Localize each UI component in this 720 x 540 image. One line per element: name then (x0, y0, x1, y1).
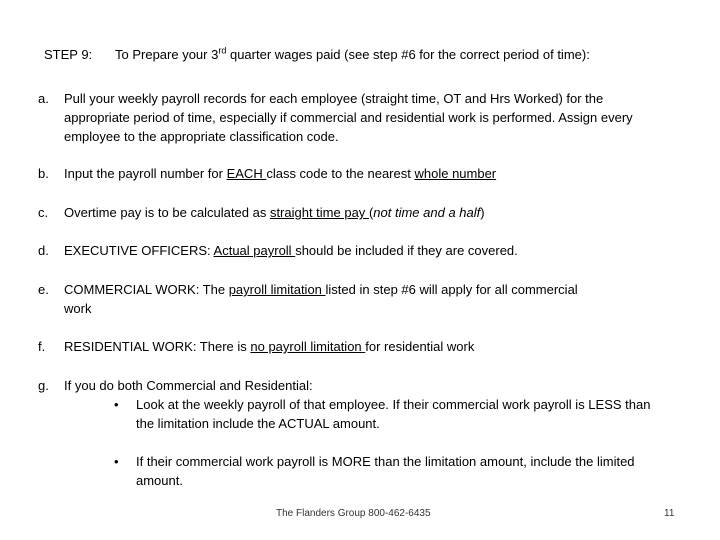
italic-text: not time and a half (373, 205, 481, 220)
item-text: Pull your weekly payroll records for each employee (straight time, OT and Hrs Worked) for the appropriate period of time, especially if commercial and residential work is performed. Assign every employee to the appropriate classification code. (64, 91, 633, 144)
step-label: STEP 9: (44, 47, 93, 62)
step-title: To Prepare your 3rd quarter wages paid (see step #6 for the correct period of time): (115, 45, 590, 62)
item-text: If you do both Commercial and Residential: (64, 378, 313, 393)
underlined-text: EACH (226, 166, 267, 181)
item-letter: f. (38, 339, 46, 354)
bullet-text: If their commercial work payroll is MORE than the limitation amount, include the limited amount. (136, 454, 635, 488)
footer-text: The Flanders Group 800-462-6435 (276, 508, 431, 519)
item-letter: b. (38, 166, 49, 181)
ordinal-superscript: rd (218, 45, 227, 56)
item-text: RESIDENTIAL WORK: There is no payroll limitation for residential work (64, 339, 475, 354)
item-text: Input the payroll number for EACH class code to the nearest whole number (64, 166, 497, 181)
item-text: EXECUTIVE OFFICERS: Actual payroll should be included if they are covered. (64, 243, 518, 258)
item-letter: e. (38, 282, 49, 297)
underlined-text: no payroll limitation (250, 339, 366, 354)
item-letter: a. (38, 91, 49, 106)
bullet-icon: • (114, 397, 119, 412)
underlined-text: whole number (414, 166, 497, 181)
bullet-icon: • (114, 454, 119, 469)
item-letter: c. (38, 205, 49, 220)
item-letter: d. (38, 243, 49, 258)
item-letter: g. (38, 378, 49, 393)
underlined-text: straight time pay (269, 205, 369, 220)
underlined-text: Actual payroll (213, 243, 296, 258)
underlined-text: payroll limitation (228, 282, 326, 297)
page-number: 11 (664, 508, 675, 519)
item-text: COMMERCIAL WORK: The payroll limitation listed in step #6 will apply for all commercial work (64, 282, 578, 316)
bullet-text: Look at the weekly payroll of that employee. If their commercial work payroll is LESS than the limitation include the ACTUAL amount. (136, 397, 651, 431)
item-text: Overtime pay is to be calculated as straight time pay (not time and a half) (64, 205, 485, 220)
